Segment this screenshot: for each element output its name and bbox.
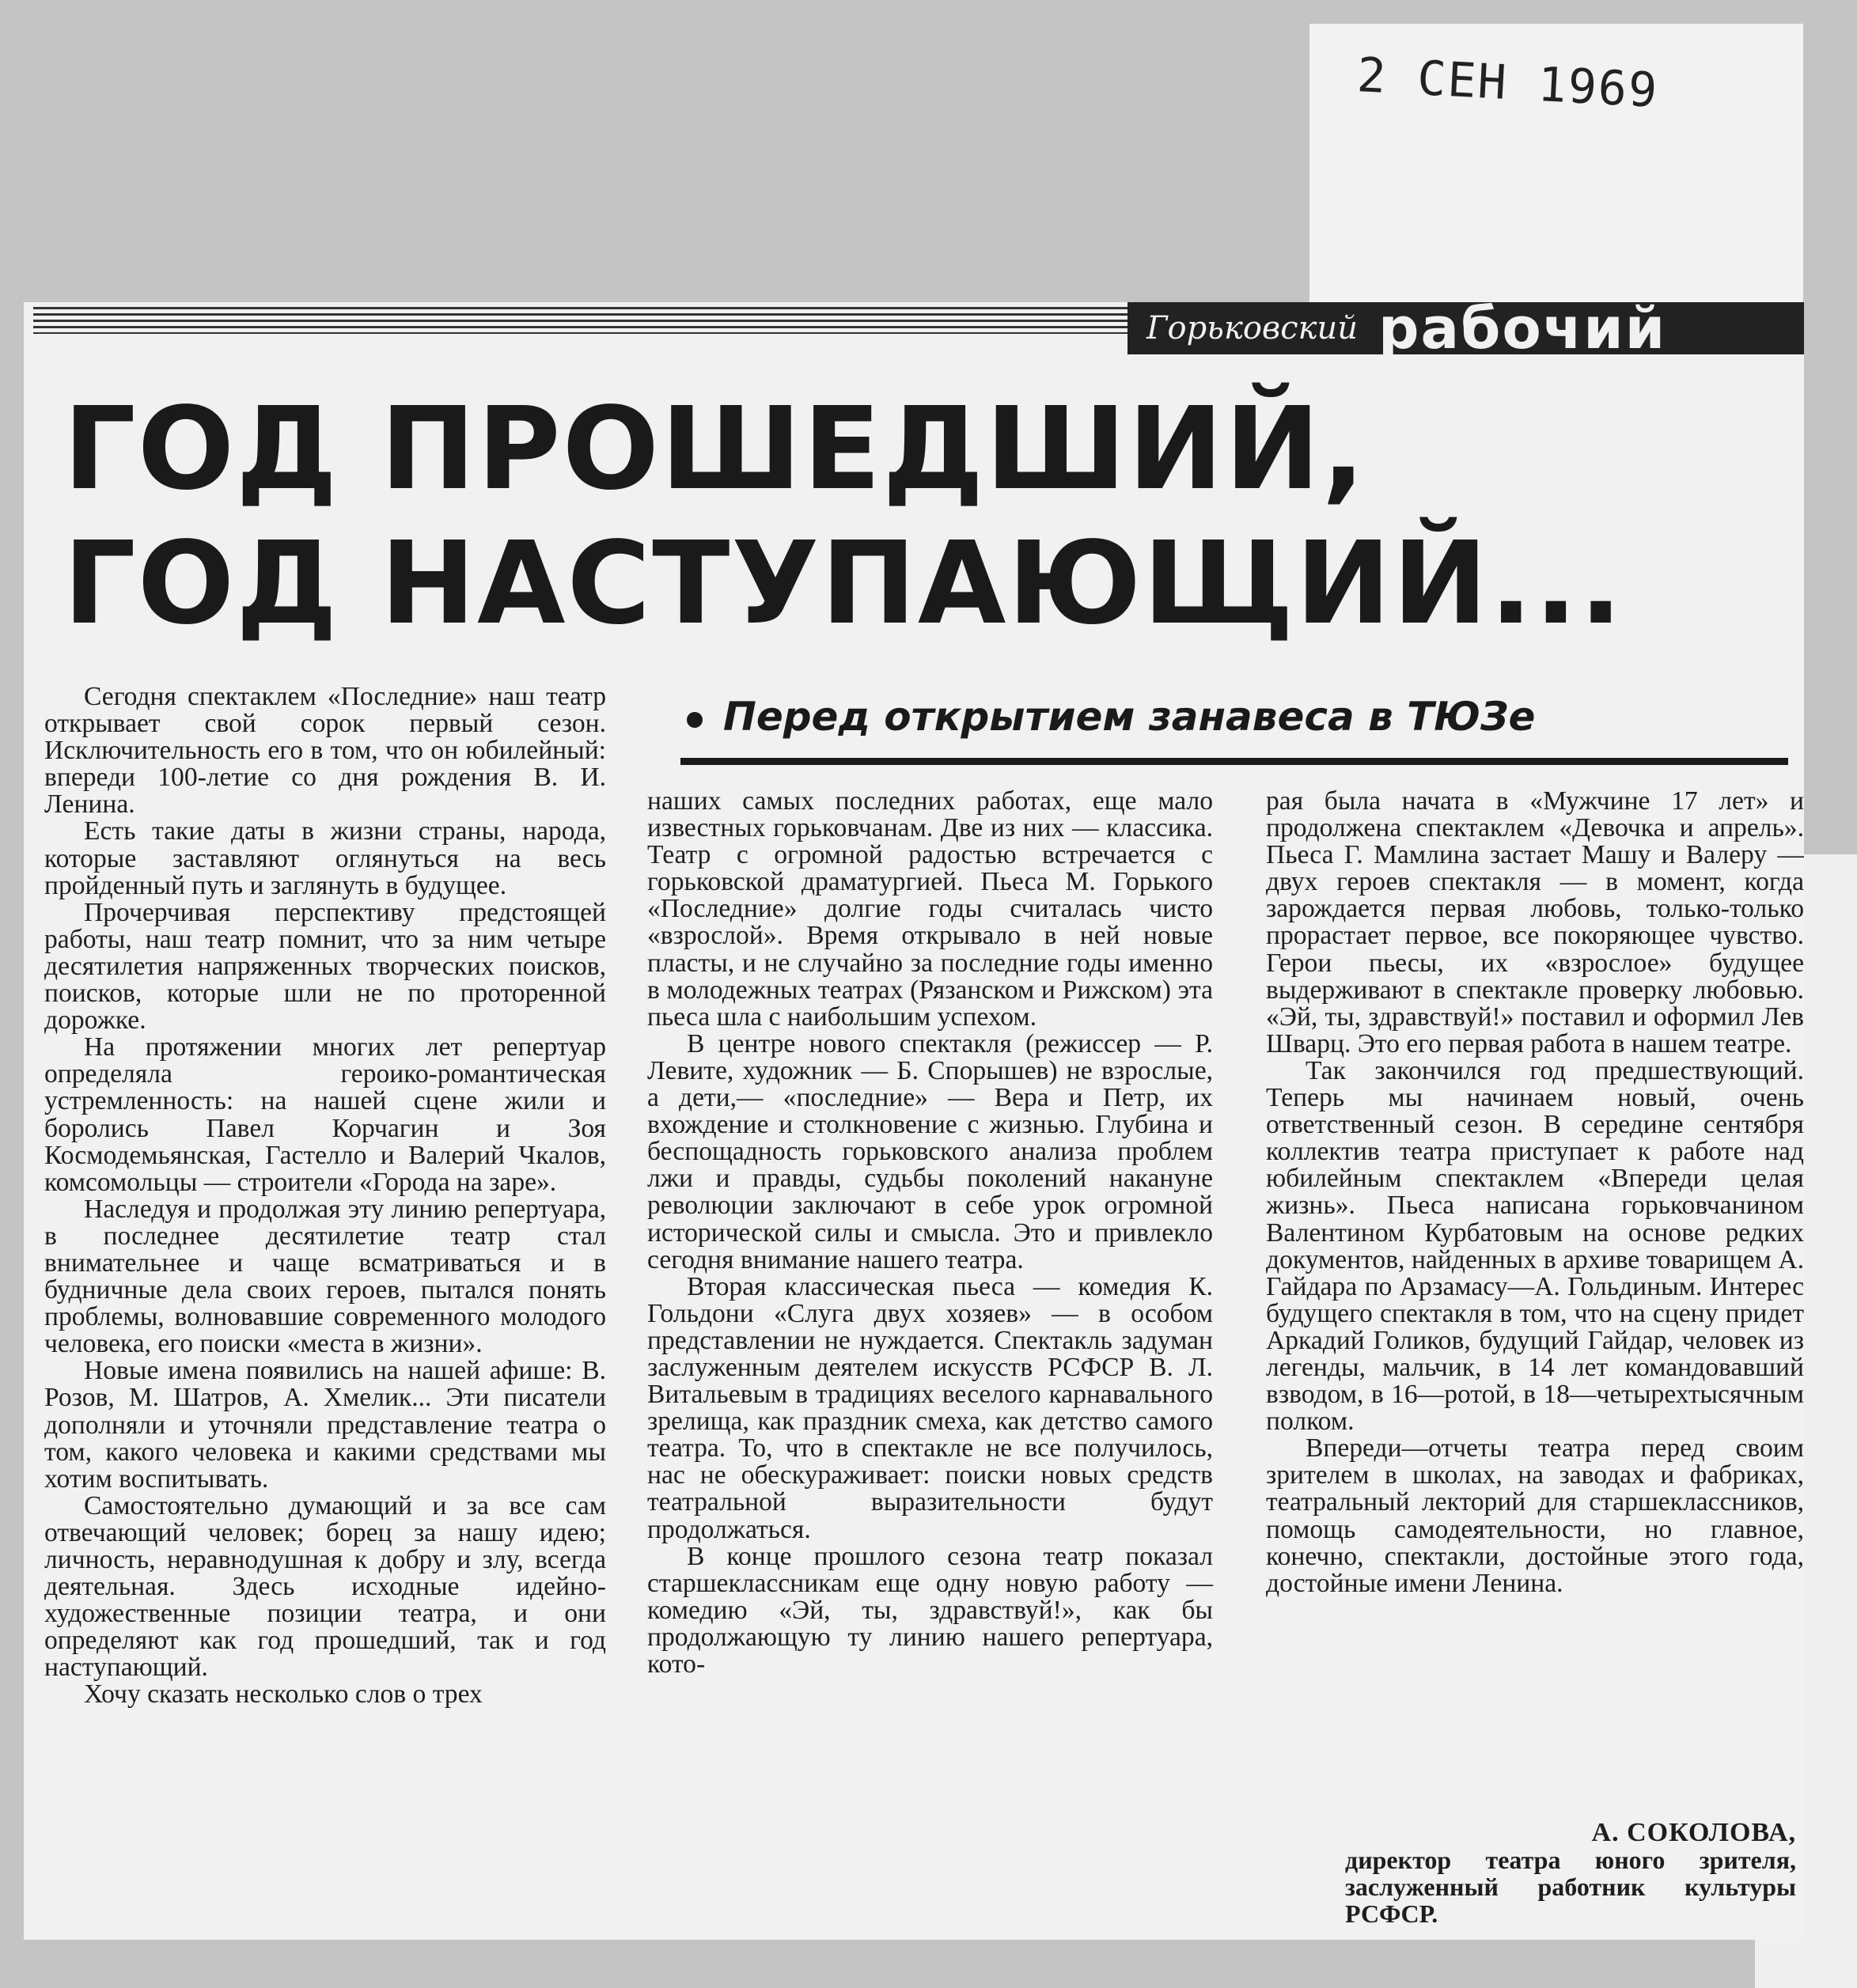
headline-line-2: ГОД НАСТУПАЮЩИЙ... [63, 517, 1624, 649]
subheadline-rule [680, 758, 1788, 765]
paragraph: наших самых последних работах, еще мало известных горьковчанам. Две из них — классика. Театр с огромной радостью встречается с горьковской драматургией. Пьеса М. Горького «Последние» долгие годы считалась чисто «взрослой». Время открывало в ней новые пласты, и не случайно за последние годы именно в молодежных театрах (Рязанском и Рижском) эта пьеса шла с наибольшим успехом. [647, 786, 1213, 1032]
article-column-1 [44, 683, 606, 1709]
paragraph: Новые имена появились на нашей афише: В. Розов, М. Шатров, А. Хмелик... Эти писатели дополняли и уточняли представление театра о том, какого человека и какими средствами мы хотим воспитывать. [44, 1356, 606, 1494]
paragraph: Хочу сказать несколько слов о трех [84, 1679, 483, 1710]
paragraph: Прочерчивая перспективу предстоящей работы, наш театр помнит, что за ним четыре десятилетия напряженных творческих поисков, поисков, которые шли не по проторенной дорожке. [44, 897, 606, 1036]
masthead [1127, 302, 1804, 362]
masthead-script: Горьковский [1146, 310, 1359, 346]
headline [63, 381, 1772, 650]
newspaper-clipping [24, 302, 1804, 1940]
paragraph: рая была начата в «Мужчине 17 лет» и продолжена спектаклем «Девочка и апрель». Пьеса Г. Мамлина застает Машу и Валеру — двух героев спектакля — в момент, когда зарождается первая любовь, только-только прорастает первое, все покоряющее чувство. Герои пьесы, их «взрослое» будущее выдерживают в спектакле проверку любовью. «Эй, ты, здравствуй!» поставил и оформил Лев Шварц. Это его первая работа в нашем театре. [1266, 786, 1804, 1058]
paragraph: В конце прошлого сезона театр показал старшеклассникам еще одну новую работу — комедию «Эй, ты, здравствуй!», как бы продолжающую ту линию нашего репертуара, кото- [647, 1541, 1213, 1679]
article-column-3 [1266, 788, 1804, 1597]
paragraph: Самостоятельно думающий и за все сам отвечающий человек; борец за нашу идею; личность, неравнодушная к добру и злу, всегда деятельная. Здесь исходные идейно-художественные позиции театра, и они определяют как год прошедший, так и год наступающий. [44, 1490, 606, 1683]
subheadline-text: Перед открытием занавеса в ТЮЗе [723, 694, 1536, 740]
author-signature [1313, 1819, 1796, 1927]
paragraph: Наследуя и продолжая эту линию репертуара, в последнее десятилетие театр стал внимательнее и чаще всматриваться и в будничные дела своих героев, пытался понять проблемы, волновавшие современного молодого человека, его поиски «места в жизни». [44, 1194, 606, 1359]
subheadline [687, 694, 1787, 740]
decorative-rule [33, 307, 1141, 334]
paragraph: Есть такие даты в жизни страны, народа, которые заставляют оглянуться на весь пройденный путь и заглянуть в будущее. [44, 816, 606, 900]
paragraph: В центре нового спектакля (режиссер — Р. Левите, художник — Б. Спорышев) не взрослые, а дети,— «последние» — Вера и Петр, их вхождение и столкновение с жизнью. Глубина и беспощадность горьковского анализа проблем лжи и правды, судьбы поколений накануне революции заключают в себе урок огромной исторической силы и смысла. Это и привлекло сегодня внимание нашего театра. [647, 1028, 1213, 1274]
paragraph: Впереди—отчеты театра перед своим зрителем в школах, на заводах и фабриках, театральный лекторий для старшеклассников, помощь самодеятельности, но главное, конечно, спектакли, достойные этого года, достойные имени Ленина. [1266, 1433, 1804, 1598]
paragraph: Вторая классическая пьеса — комедия К. Гольдони «Слуга двух хозяев» — в особом представлении не нуждается. Спектакль задуман заслуженным деятелем искусств РСФСР В. Л. Витальевым в традициях веселого карнавального зрелища, как праздник смеха, как детство самого театра. То, что в спектакле не все получилось, нас не обескураживает: поиски новых средств театральной выразительности будут продолжаться. [647, 1271, 1213, 1544]
masthead-bold: рабочий [1378, 302, 1667, 362]
author-title: директор театра юного зрителя, заслуженный работник культуры РСФСР. [1345, 1846, 1796, 1928]
headline-line-1: ГОД ПРОШЕДШИЙ, [63, 382, 1367, 515]
date-stamp: 2 СЕН 1969 [1355, 47, 1660, 119]
paragraph: Так закончился год предшествующий. Теперь мы начинаем новый, очень ответственный сезон. В середине сентября коллектив театра приступает к работе над юбилейным спектаклем «Впереди целая жизнь». Пьеса написана горьковчанином Валентином Курбатовым на основе редких документов, найденных в архиве товарищем А. Гайдара по Арзамасу—А. Гольдиным. Интерес будущего спектакля в том, что на сцену придет Аркадий Голиков, будущий Гайдар, человек из легенды, мальчик, в 14 лет командовавший взводом, в 16—ротой, в 18—четырехтысячным полком. [1266, 1055, 1804, 1437]
article-column-2 [647, 788, 1213, 1678]
paragraph: На протяжении многих лет репертуар определяла героико-романтическая устремленность: на нашей сцене жили и боролись Павел Корчагин и Зоя Космодемьянская, Гастелло и Валерий Чкалов, комсомольцы — строители «Города на заре». [44, 1032, 606, 1197]
paragraph: Сегодня спектаклем «Последние» наш театр открывает свой сорок первый сезон. Исключительность его в том, что он юбилейный: впереди 100-летие со дня рождения В. И. Ленина. [44, 682, 606, 820]
author-name: А. СОКОЛОВА, [1591, 1818, 1796, 1847]
bullet-icon [687, 712, 703, 728]
